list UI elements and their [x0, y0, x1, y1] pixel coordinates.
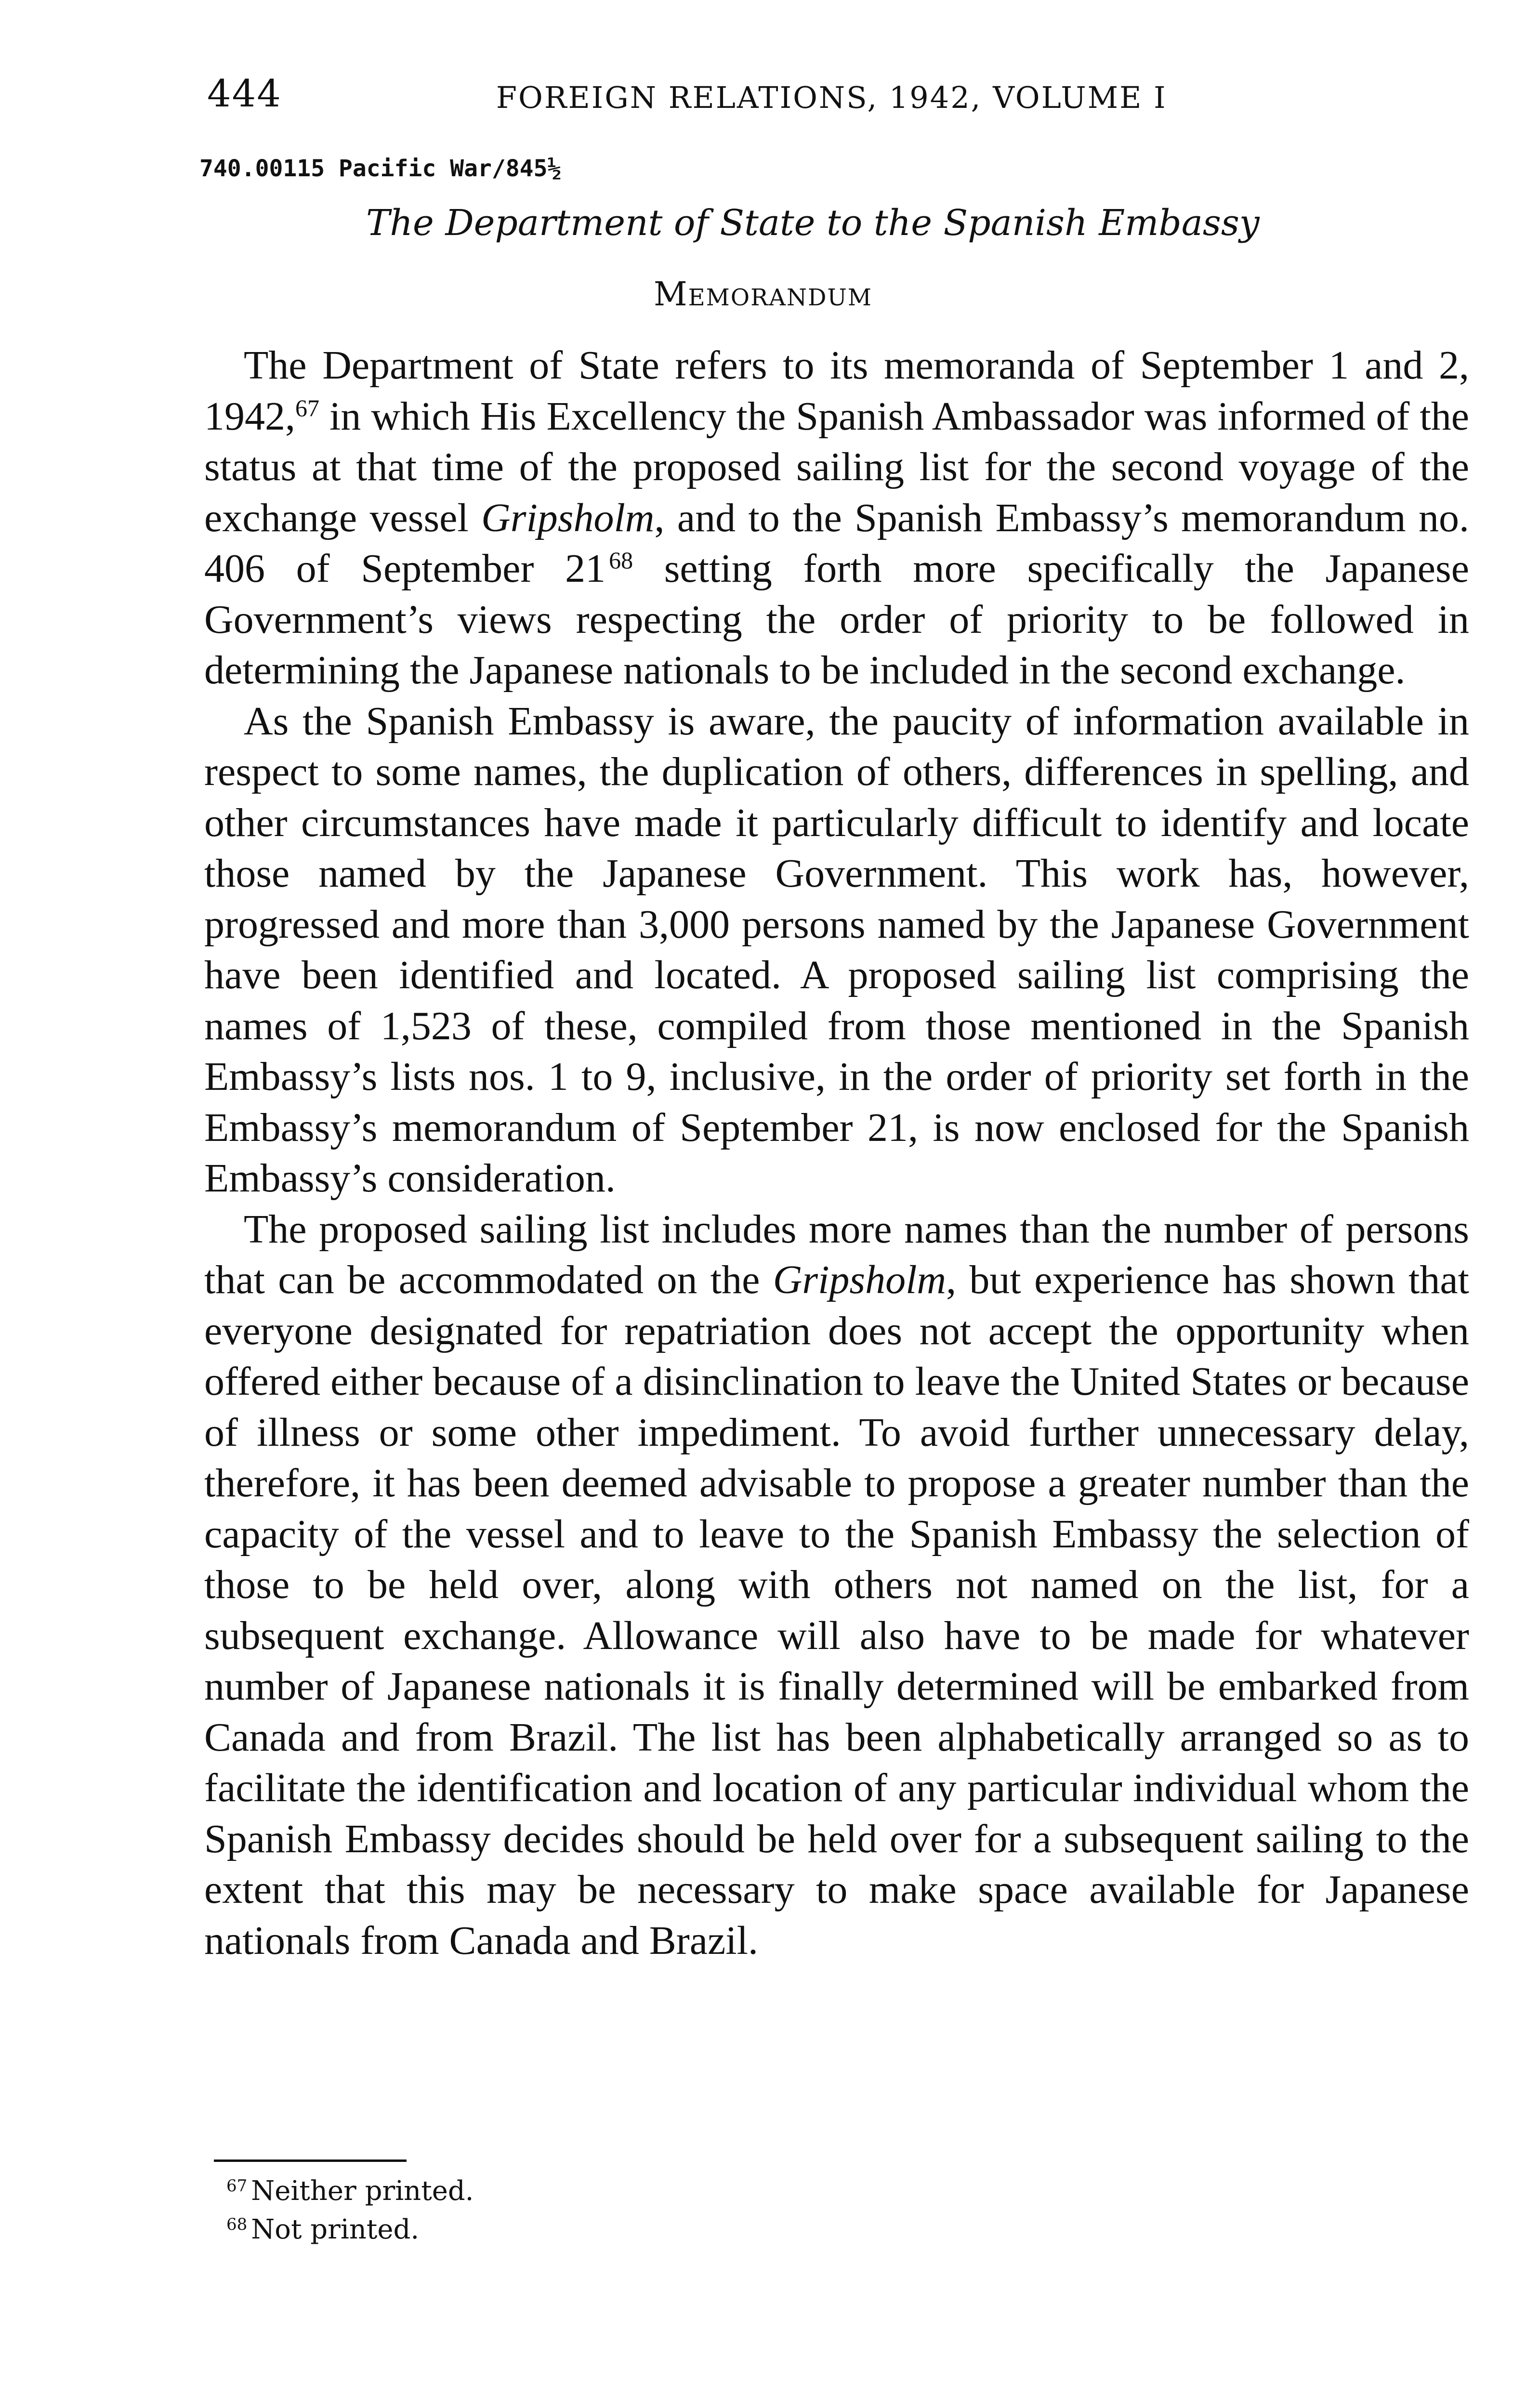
paragraph-2: As the Spanish Embassy is aware, the paucity of information available in respect to some names, the duplication of others, differences in spelling, and other circumstances have made it particularly difficult to identify and locate those named by the Japanese Government. This work has, however, progressed and more than 3,000 persons named by the Japanese Government have been identified and located. A proposed sailing list comprising the names of 1,523 of these, compiled from those mentioned in the Spanish Embassy’s lists nos. 1 to 9, inclusive, in the order of priority set forth in the Embassy’s memorandum of September 21, is now enclosed for the Spanish Embassy’s consideration.	[204, 698, 1469, 1201]
paragraph-3-text-b: , but experience has shown that everyone designated for repatriation does not accept the opportunity when offered either because of a disinclination to leave the United States or because of illness or some other impediment. To avoid further unnecessary delay, therefore, it has been deemed advisable to propose a greater number than the capacity of the vessel and to leave to the Spanish Embassy the selection of those to be held over, along with others not named on the list, for a subsequent exchange. Allowance will also have to be made for whatever number of Japanese nationals it is finally determined will be embarked from Canada and from Brazil. The list has been alphabetically arranged so as to facilitate the identification and location of any particular individual whom the Spanish Embassy decides should be held over for a subsequent sailing to the extent that this may be necessary to make space available for Japanese nationals from Canada and Brazil.	[204, 1257, 1469, 1963]
running-header	[207, 72, 1209, 125]
page-number: 444	[207, 72, 282, 116]
footnote-divider	[214, 2159, 407, 2162]
footnote-reference-68: 68	[609, 547, 633, 574]
footnote-text: Not printed.	[251, 2214, 420, 2245]
running-title: FOREIGN RELATIONS, 1942, VOLUME I	[496, 80, 1167, 115]
document-title: The Department of State to the Spanish Embassy	[366, 202, 1260, 244]
document-type-heading: Memorandum	[653, 275, 873, 314]
footnote-68	[226, 2211, 901, 2249]
ship-name: Gripsholm	[773, 1257, 947, 1302]
file-reference: 740.00115 Pacific War/845½	[199, 155, 562, 182]
paragraph-1-text-c: , and to the Spanish Embassy’s memorandum no. 406 of September 21	[204, 495, 1469, 591]
paragraph-1-text-b: in which His Excellency the Spanish Ambassador was informed of the status at that time of the proposed sailing list for the second voyage of the exchange vessel	[204, 393, 1469, 540]
footnote-67	[226, 2172, 901, 2211]
paragraph-1	[204, 340, 1469, 696]
ship-name: Gripsholm	[481, 495, 655, 540]
paragraph-3	[204, 1204, 1469, 1966]
paragraph-1-text-d: setting forth more specifically the Japanese Government’s views respecting the order of priority to be followed in determining the Japanese nationals to be included in the second exchange.	[204, 546, 1469, 693]
memorandum-body	[204, 340, 1469, 1966]
footnote-number: 68	[226, 2215, 248, 2234]
paragraph-1-text-a: The Department of State refers to its memoranda of September 1 and 2, 1942,	[204, 343, 1469, 439]
footnotes	[226, 2172, 901, 2249]
footnote-reference-67: 67	[295, 394, 319, 421]
paragraph-3-text-a: The proposed sailing list includes more names than the number of persons that can be accommodated on the	[204, 1206, 1469, 1302]
footnote-text: Neither printed.	[251, 2175, 474, 2207]
footnote-number: 67	[226, 2176, 248, 2196]
